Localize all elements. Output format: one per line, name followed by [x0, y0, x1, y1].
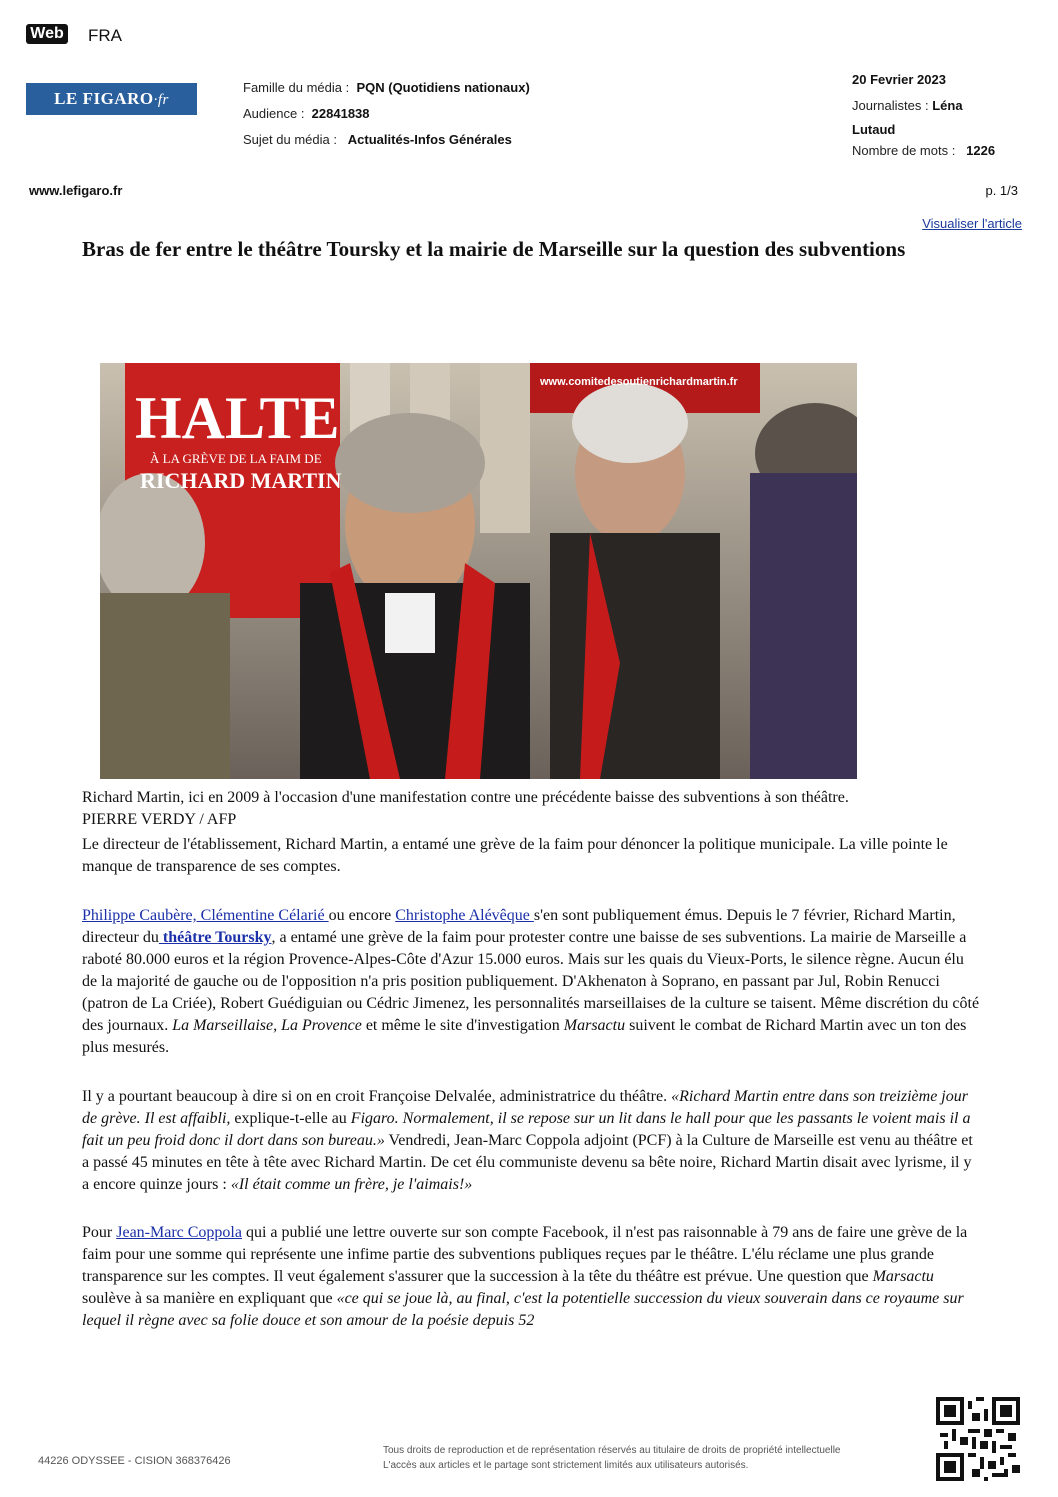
media-subject-row [243, 127, 530, 153]
audience-row [243, 101, 530, 127]
language-code: FRA [88, 26, 122, 45]
p2-text-3: Vendredi, Jean-Marc Coppola adjoint (PCF) à la Culture de Marseille est venu au théâtre et a passé 45 minutes en tête à tête avec Richard Martin. De cet élu communiste devenu sa bête noire, Richard Martin disait avec lyrisme, il y a encore quinze jours : [82, 1132, 973, 1193]
paragraph-1 [82, 905, 982, 1059]
p2-italic-1: «Richard Martin entre dans son treizième jour de grève. Il est affaibli, [82, 1088, 968, 1127]
qr-code [936, 1397, 1020, 1481]
p3-italic-1: Marsactu [872, 1268, 934, 1285]
p3-italic-2: «ce qui se joue là, au final, c'est la potentielle succession du vieux souverain dans ce royaume sur lequel il règne avec sa folie douce et son amour de la poésie depuis 52 [82, 1290, 964, 1329]
banner-sub-text: À LA GRÈVE DE LA FAIM DE [150, 451, 322, 466]
audience-value: 22841838 [311, 106, 370, 121]
link-caubere-celarie[interactable]: Philippe Caubère, Clémentine Célarié [82, 907, 329, 924]
media-family-row [243, 75, 530, 101]
p1-italic-2: Marsactu [563, 1017, 626, 1034]
caption-text: Richard Martin, ici en 2009 à l'occasion d'une manifestation contre une précédente baisse des subventions à son théâtre. [82, 789, 849, 806]
web-badge: Web [26, 24, 68, 44]
banner-halte-text: HALTE [135, 385, 340, 451]
footer-rights-line-2: L'accès aux articles et le partage sont strictement limités aux utilisateurs autorisés. [383, 1460, 749, 1471]
publication-date: 20 Fevrier 2023 [852, 72, 946, 87]
media-family-value: PQN (Quotidiens nationaux) [356, 80, 530, 95]
word-count-label: Nombre de mots : [852, 143, 956, 158]
media-subject-value: Actualités-Infos Générales [347, 132, 512, 147]
word-count-value: 1226 [966, 143, 996, 158]
media-info-block [243, 75, 530, 153]
article-title: Bras de fer entre le théâtre Toursky et la mairie de Marseille sur la question des subventions [82, 237, 906, 261]
p1-text-5: suivent le combat de Richard Martin avec un ton des plus mesurés. [82, 1017, 967, 1056]
banner-website-text: www.comitedesoutienrichardmartin.fr [540, 376, 738, 388]
p1-text-1: ou encore [328, 907, 396, 924]
photo-caption [82, 787, 982, 831]
journalists-label: Journalistes : [852, 98, 929, 113]
link-aleveque[interactable]: Christophe Alévêque [395, 907, 534, 924]
le-figaro-logo [26, 83, 197, 115]
word-count-row [852, 141, 1032, 161]
paragraph-2 [82, 1086, 982, 1196]
link-coppola[interactable]: Jean-Marc Coppola [116, 1224, 242, 1241]
journalists-value-2: Lutaud [852, 122, 896, 137]
photo-credit: PIERRE VERDY / AFP [82, 811, 237, 828]
p2-italic-3: «Il était comme un frère, je l'aimais!» [230, 1176, 473, 1193]
p1-italic-1: La Marseillaise, La Provence [172, 1017, 362, 1034]
p3-text-3: soulève à sa manière en expliquant que [82, 1290, 337, 1307]
banner-name-text: RICHARD MARTIN [140, 468, 342, 493]
p2-text-1: Il y a pourtant beaucoup à dire si on en croit Françoise Delvalée, administratrice du théâtre. [82, 1088, 672, 1105]
paragraph-3 [82, 1222, 982, 1332]
p3-text-2: qui a publié une lettre ouverte sur son compte Facebook, il n'est pas raisonnable à 79 ans de faire une grève de la faim pour une somme qui représente une infime partie des subventions publiques reçues par le théâtre. L'élu réclame une plus grande transparence sur les comptes. Il veut également s'assurer que la succession à la tête du théâtre est prévue. Une question que [82, 1224, 968, 1285]
p1-text-3: , a entamé une grève de la faim pour protester contre une baisse de ses subventions. La mairie de Marseille a raboté 80.000 euros et la région Provence-Alpes-Côte d'Azur 15.000 euros. Mais sur les quais du Vieux-Ports, le silence règne. Aucun élu de la majorité de gauche ou de l'opposition n'a pris position publiquement. D'Akhenaton à Soprano, en passant par Jul, Robin Renucci (patron de La Criée), Robert Guédiguian ou Cédric Jimenez, les personnalités marseillaises de la culture se taisent. Même discrétion du côté des journaux. [82, 929, 980, 1034]
footer-rights [383, 1443, 923, 1473]
logo-main-text: LE FIGARO [54, 89, 154, 108]
p3-text-1: Pour [82, 1224, 117, 1241]
p2-text-2: explique-t-elle au [230, 1110, 351, 1127]
article-photo [100, 363, 857, 779]
article-lead: Le directeur de l'établissement, Richard Martin, a entamé une grève de la faim pour dénoncer la politique municipale. La ville pointe le manque de transparence de ses comptes. [82, 836, 948, 875]
footer-rights-line-1: Tous droits de reproduction et de représentation réservés au titulaire de droits de propriété intellectuelle [383, 1445, 841, 1456]
qr-code-graphic [936, 1397, 1020, 1481]
photo-illustration [100, 363, 857, 779]
article-info-block [852, 67, 1032, 161]
p1-text-2: s'en sont publiquement émus. Depuis le 7 février, Richard Martin, directeur du [82, 907, 956, 946]
media-family-label: Famille du média : [243, 80, 350, 95]
view-article-link[interactable]: Visualiser l'article [922, 216, 1022, 231]
journalists-value-1: Léna [932, 98, 963, 113]
media-subject-label: Sujet du média : [243, 132, 337, 147]
logo-suffix-text: ·fr [153, 92, 169, 108]
footer-code: 44226 ODYSSEE - CISION 368376426 [38, 1455, 231, 1467]
p1-text-4: et même le site d'investigation [361, 1017, 564, 1034]
link-theatre-toursky[interactable]: théâtre Toursky [158, 929, 272, 946]
page-number: p. 1/3 [985, 183, 1018, 198]
audience-label: Audience : [243, 106, 305, 121]
journalists-row [852, 93, 1032, 119]
site-url: www.lefigaro.fr [29, 183, 123, 198]
p2-italic-2: Figaro. Normalement, il se repose sur un lit dans le hall pour que les passants le voient mais il a fait un peu froid donc il dort dans son bureau.» [82, 1110, 971, 1149]
